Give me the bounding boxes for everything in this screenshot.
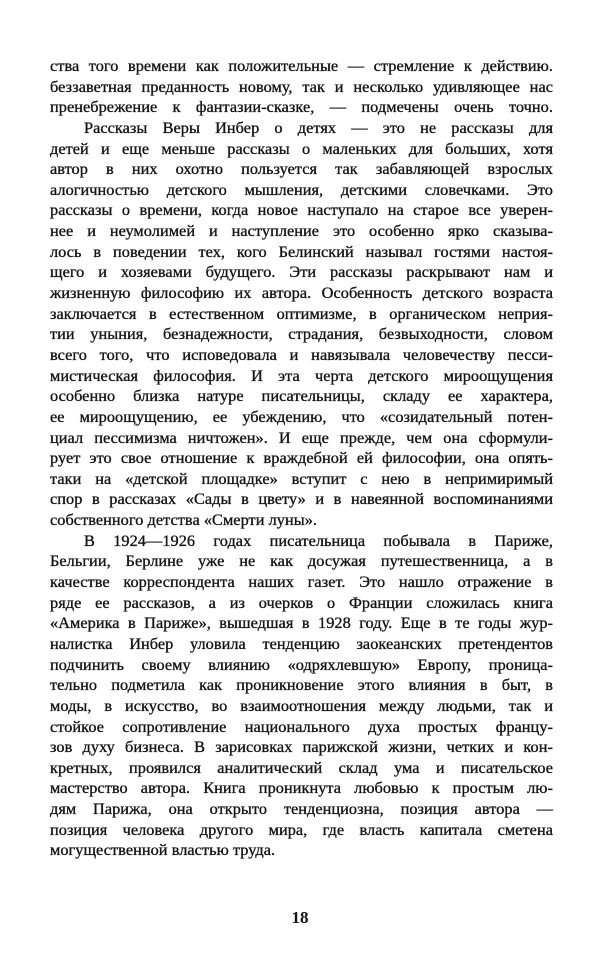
text-line: позиция человека другого мира, где власть капитала сметена bbox=[50, 819, 553, 839]
text-line: рассказы о времени, когда новое наступало на старое все уверен- bbox=[50, 200, 553, 220]
text-line: ряде ее рассказов, а из очерков о Франции сложилась книга bbox=[50, 592, 553, 612]
text-line: таки на «детской площадке» вступит с нею в непримиримый bbox=[50, 468, 553, 488]
text-line: нее и неумолимей и наступление это особенно ярко сказыва- bbox=[50, 221, 553, 241]
text-line: алогичностью детского мышления, детскими словечками. Это bbox=[50, 179, 553, 199]
text-line: лось в поведении тех, кого Белинский называл гостями настоя- bbox=[50, 241, 553, 261]
text-line: Рассказы Веры Инбер о детях — это не рассказы для bbox=[84, 117, 553, 137]
text-line: стойкое сопротивление национального духа простых францу- bbox=[50, 716, 553, 736]
text-line: тельно подметила как проникновение этого влияния в быт, в bbox=[50, 675, 553, 695]
text-line: рует это свое отношение к враждебной ей философии, она опять- bbox=[50, 448, 553, 468]
text-line: собственного детства «Смерти луны». bbox=[50, 510, 318, 530]
text-line: дям Парижа, она открыто тенденциозна, позиция автора — bbox=[50, 799, 553, 819]
text-line: особенно близка натуре писательницы, складу ее характера, bbox=[50, 386, 553, 406]
text-line: ее мироощущению, ее убеждению, что «созидательный потен- bbox=[50, 406, 553, 426]
text-line: налистка Инбер уловила тенденцию заокеанских претендентов bbox=[50, 633, 553, 653]
text-line: автор в них охотно пользуется так забавляющей взрослых bbox=[50, 159, 553, 179]
text-line: могущественной властью труда. bbox=[50, 840, 276, 860]
text-line: ства того времени как положительные — стремление к действию. bbox=[50, 56, 553, 75]
text-line: В 1924—1926 годах писательница побывала в Париже, bbox=[84, 530, 553, 550]
text-line: щего и хозяевами будущего. Эти рассказы раскрывают нам и bbox=[50, 262, 553, 282]
text-line: циал пессимизма ничтожен». И еще прежде, чем она сформули- bbox=[50, 427, 553, 447]
text-line: тии уныния, безнадежности, страдания, безвыходности, словом bbox=[50, 324, 553, 344]
text-line: жизненную философию их автора. Особенность детского возраста bbox=[50, 283, 553, 303]
text-line: Бельгии, Берлине уже не как досужая путешественница, а в bbox=[50, 551, 553, 571]
text-line: всего того, что исповедовала и навязывала человечеству песси- bbox=[50, 344, 553, 364]
page-number: 18 bbox=[291, 908, 309, 927]
text-line: кретных, проявился аналитический склад ума и писательское bbox=[50, 757, 553, 777]
text-line: подчинить своему влиянию «одряхлевшую» Европу, проница- bbox=[50, 654, 553, 674]
text-line: мистическая философия. И эта черта детского мироощущения bbox=[50, 365, 553, 385]
text-line: детей и еще меньше рассказы о маленьких для больших, хотя bbox=[50, 138, 553, 158]
text-line: заключается в естественном оптимизме, в органическом неприя- bbox=[50, 303, 553, 323]
text-line: зов духу бизнеса. В зарисовках парижской жизни, четких и кон- bbox=[50, 737, 553, 757]
text-line: качестве корреспондента наших газет. Это нашло отражение в bbox=[50, 572, 553, 592]
text-line: спор в рассказах «Сады в цвету» и в навеянной воспоминаниями bbox=[50, 489, 553, 509]
text-line: «Америка в Париже», вышедшая в 1928 году. Еще в те годы жур- bbox=[50, 613, 553, 633]
text-line: мастерство автора. Книга проникнута любовью к простым лю- bbox=[50, 778, 553, 798]
page-body-text bbox=[50, 56, 553, 861]
text-line: пренебрежение к фантазии-сказке, — подмечены очень точно. bbox=[50, 97, 553, 117]
text-line: моды, в искусство, во взаимоотношения между людьми, так и bbox=[50, 695, 553, 715]
text-line: беззаветная преданность новому, так и несколько удивляющее нас bbox=[50, 76, 553, 96]
